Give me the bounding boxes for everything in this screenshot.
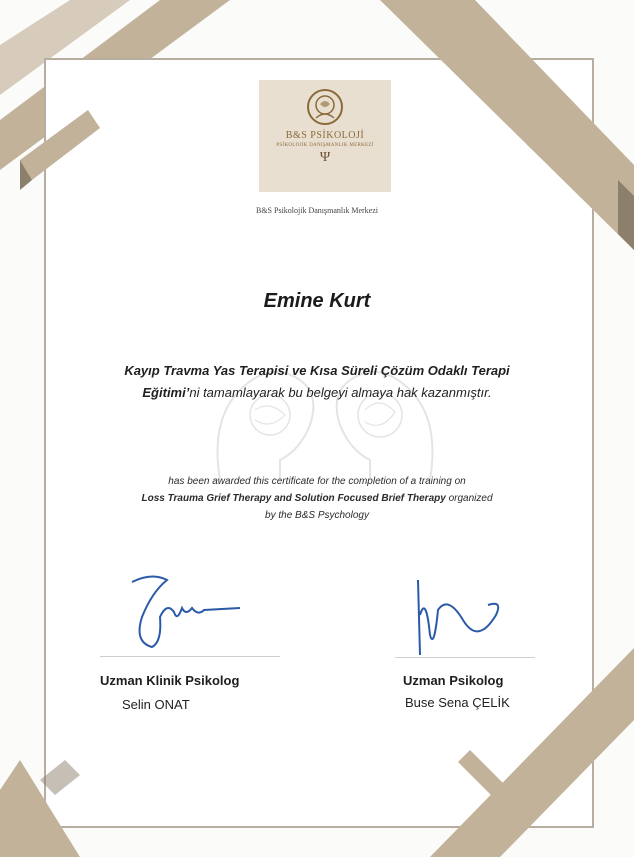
signatory-2-name: Buse Sena ÇELİK xyxy=(405,695,510,710)
english-statement-line-1: has been awarded this certificate for the completion of a training on xyxy=(168,476,466,487)
logo-subtitle: PSİKOLOJİK DANIŞMANLIK MERKEZİ xyxy=(276,143,374,148)
head-profile-logo-icon xyxy=(306,88,344,126)
recipient-name: Emine Kurt xyxy=(263,290,371,312)
signatory-2-role: Uzman Psikolog xyxy=(403,673,504,688)
signature-buse-sena-celik xyxy=(408,575,518,660)
turkish-statement-text: ni tamamlayarak bu belgeyi almaya hak kazanmıştır. xyxy=(189,385,492,400)
signature-selin-onat xyxy=(122,572,252,652)
english-course-title: Loss Trauma Grief Therapy and Solution Focused Brief Therapy xyxy=(141,493,446,504)
signatory-1-role: Uzman Klinik Psikolog xyxy=(100,673,240,688)
psi-symbol-icon: Ψ xyxy=(319,150,331,165)
signature-line-left xyxy=(100,656,280,657)
center-name: B&S Psikolojik Danışmanlık Merkezi xyxy=(256,206,378,215)
turkish-statement xyxy=(80,384,554,402)
logo-title: B&S PSİKOLOJİ xyxy=(285,130,365,141)
english-statement-line-2 xyxy=(70,491,564,507)
english-organized-text: organized xyxy=(445,493,493,504)
turkish-course-title-end: Eğitimi’ xyxy=(142,385,190,400)
signatory-1-name: Selin ONAT xyxy=(122,697,190,712)
logo-panel xyxy=(259,80,391,192)
signature-line-right xyxy=(395,657,535,658)
turkish-course-title: Kayıp Travma Yas Terapisi ve Kısa Süreli Çözüm Odaklı Terapi xyxy=(124,363,510,378)
english-statement-line-3: by the B&S Psychology xyxy=(265,510,369,521)
